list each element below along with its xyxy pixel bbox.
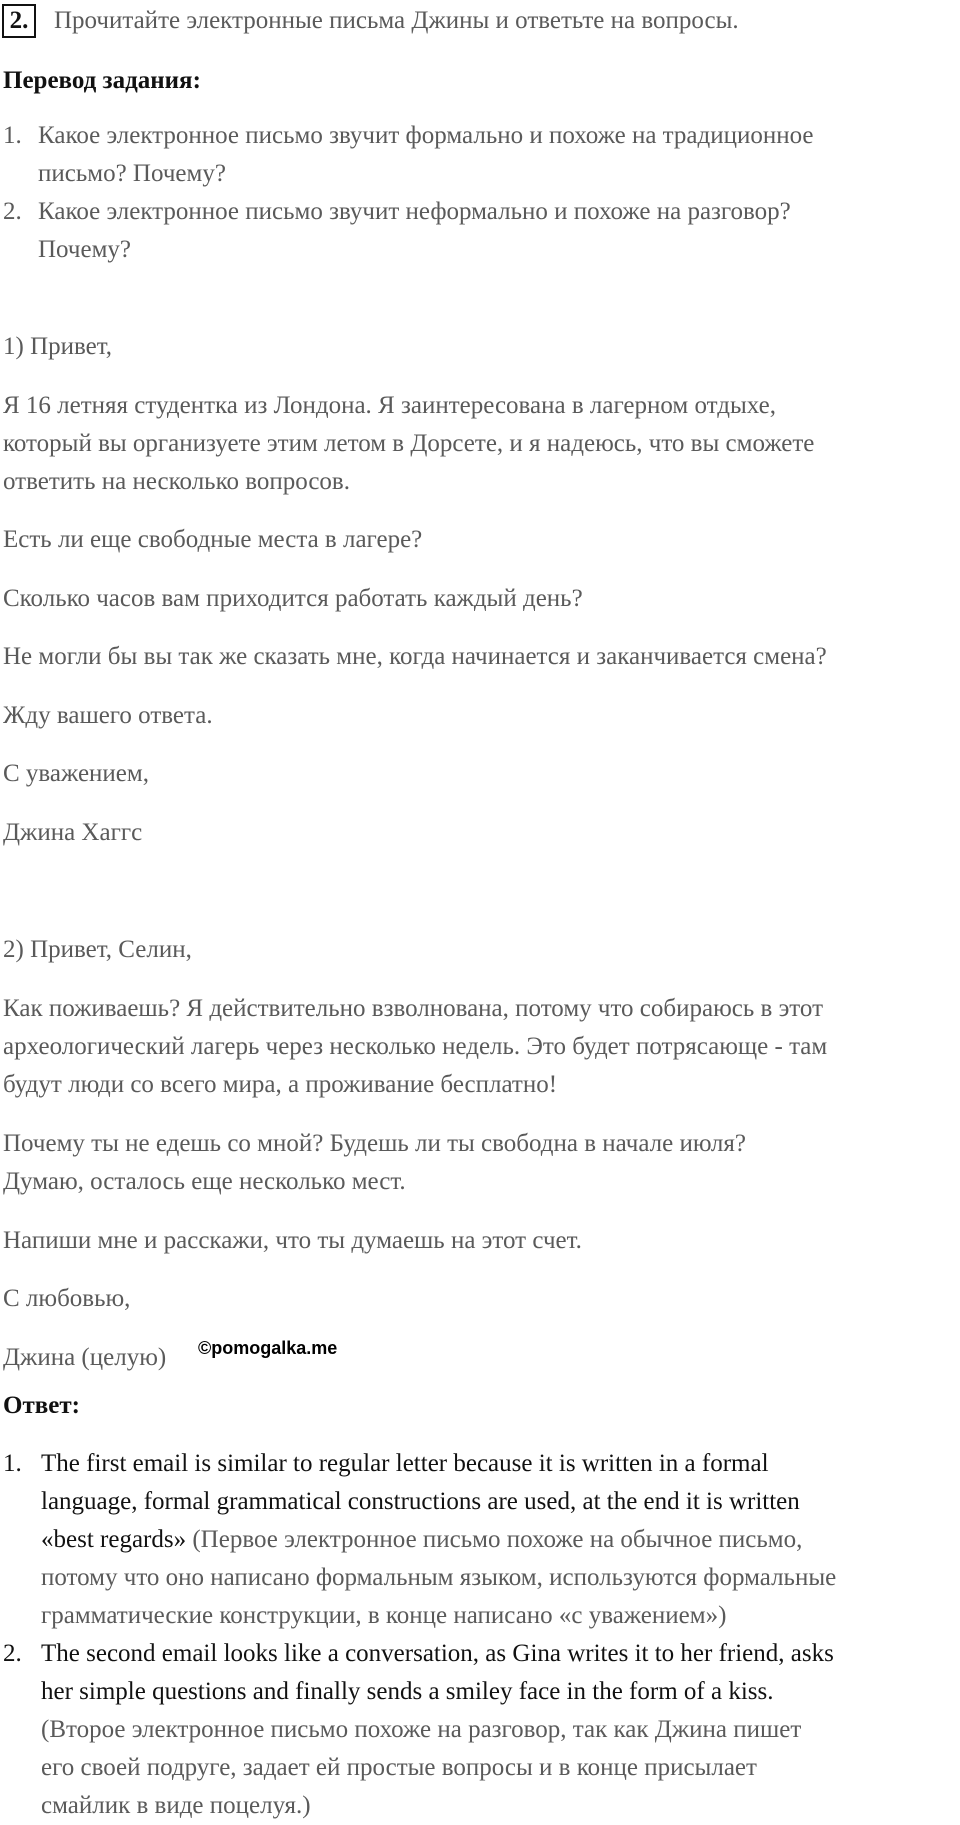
email2-paragraph-3: Напиши мне и расскажи, что ты думаешь на этот счет. [3,1227,582,1254]
answer-item-2-ru-line-1: (Второе электронное письмо похоже на разговор, так как Джина пишет [41,1716,802,1743]
answer-item-1-ru-line-1: (Первое электронное письмо похоже на обычное письмо, [192,1526,803,1553]
task-instruction: Прочитайте электронные письма Джины и ответьте на вопросы. [54,7,739,34]
email1-question-2: Сколько часов вам приходится работать каждый день? [3,585,583,612]
translation-heading: Перевод задания: [3,67,201,94]
answer-item-1-en-line-3: «best regards» [41,1526,187,1553]
email2-closing: С любовью, [3,1285,131,1312]
email1-paragraph-line-1: Я 16 летняя студентка из Лондона. Я заинтересована в лагерном отдыхе, [3,392,776,419]
answer-item-1-en-line-1: The first email is similar to regular letter because it is written in a formal [41,1450,769,1477]
answer-item-1-ru-line-3: грамматические конструкции, в конце написано «с уважением») [41,1602,727,1629]
translation-item-2-line-2: Почему? [38,236,131,263]
email1-question-3: Не могли бы вы так же сказать мне, когда начинается и заканчивается смена? [3,643,827,670]
email2-paragraph-2-line-2: Думаю, осталось еще несколько мест. [3,1168,406,1195]
email2-paragraph-1-line-3: будут люди со всего мира, а проживание бесплатно! [3,1071,558,1098]
translation-item-1-number: 1. [3,122,22,149]
email1-paragraph-line-2: который вы организуете этим летом в Дорсете, и я надеюсь, что вы сможете [3,430,815,457]
translation-item-1-line-2: письмо? Почему? [38,160,226,187]
answer-item-1-line-3 [41,1521,802,1559]
email1-paragraph-line-3: ответить на несколько вопросов. [3,468,350,495]
translation-item-2-number: 2. [3,198,22,225]
translation-item-1-line-1: Какое электронное письмо звучит формально и похоже на традиционное [38,122,814,149]
answer-item-2-ru-line-2: его своей подруге, задает ей простые вопросы и в конце присылает [41,1754,757,1781]
email1-closing-1: Жду вашего ответа. [3,702,213,729]
email2-greeting: 2) Привет, Селин, [3,936,192,963]
answer-item-2-number: 2. [3,1640,22,1667]
email1-question-1: Есть ли еще свободные места в лагере? [3,526,423,553]
answer-item-1-ru-line-2: потому что оно написано формальным языком, используются формальные [41,1564,837,1591]
email2-paragraph-1-line-1: Как поживаешь? Я действительно взволнована, потому что собираюсь в этот [3,995,823,1022]
answer-item-1-number: 1. [3,1450,22,1477]
email2-paragraph-2-line-1: Почему ты не едешь со мной? Будешь ли ты свободна в начале июля? [3,1130,746,1157]
task-number: 2. [2,4,36,38]
email2-paragraph-1-line-2: археологический лагерь через несколько недель. Это будет потрясающе - там [3,1033,828,1060]
watermark: ©pomogalka.me [198,1338,338,1358]
answer-item-2-en-line-1: The second email looks like a conversation, as Gina writes it to her friend, asks [41,1640,834,1667]
email1-closing-2: С уважением, [3,760,149,787]
answer-item-2-en-line-2: her simple questions and finally sends a smiley face in the form of a kiss. [41,1678,774,1705]
answer-item-1-en-line-2: language, formal grammatical constructions are used, at the end it is written [41,1488,800,1515]
email1-signature: Джина Хаггс [3,819,143,846]
email1-greeting: 1) Привет, [3,333,113,360]
translation-item-2-line-1: Какое электронное письмо звучит неформально и похоже на разговор? [38,198,791,225]
answer-heading: Ответ: [3,1392,80,1419]
email2-signature: Джина (целую) [3,1344,167,1371]
answer-item-2-ru-line-3: смайлик в виде поцелуя.) [41,1792,311,1819]
